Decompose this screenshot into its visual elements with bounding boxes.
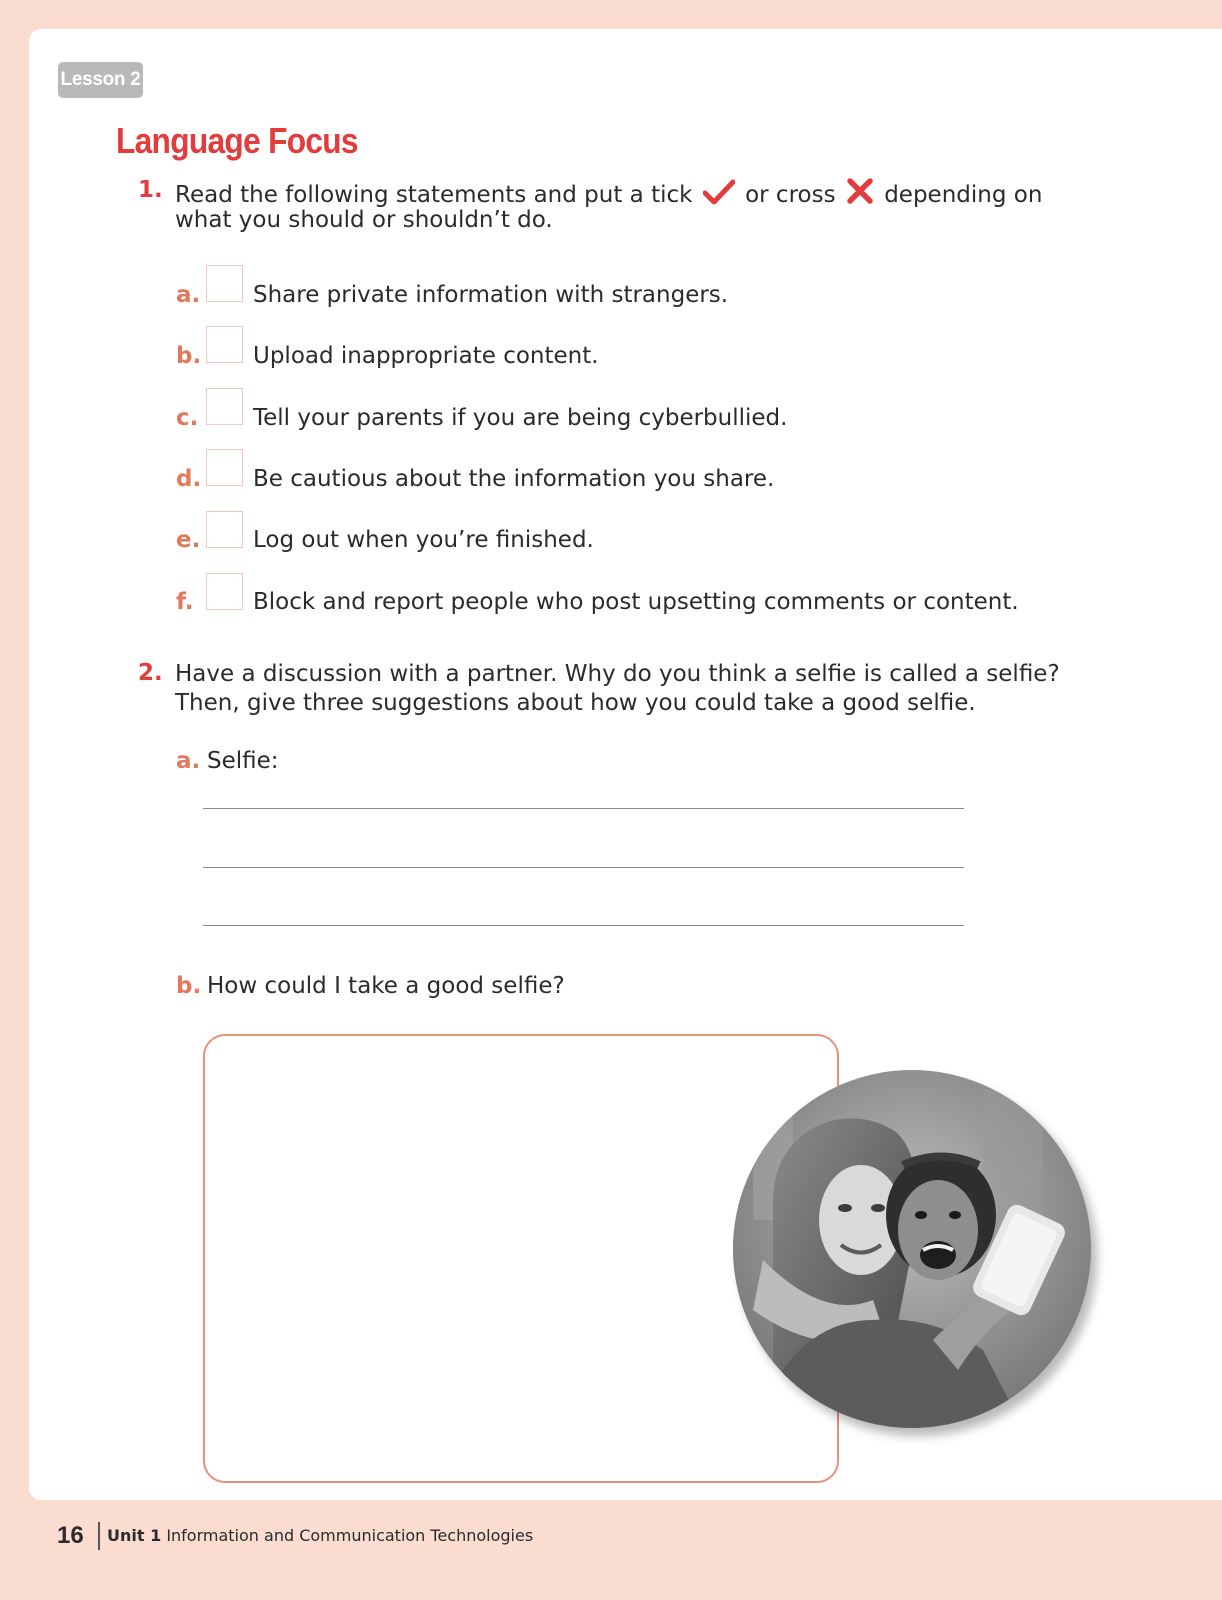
item-e-checkbox[interactable]: [206, 511, 243, 548]
answer-line-2[interactable]: [203, 867, 964, 868]
answer-line-3[interactable]: [203, 925, 964, 926]
item-d-text: Be cautious about the information you share.: [253, 466, 775, 492]
page-number: 16: [57, 1522, 84, 1549]
footer-unit-label: Unit 1: [107, 1526, 162, 1545]
item-c-text: Tell your parents if you are being cyberbullied.: [253, 405, 788, 431]
part-a-letter: a.: [176, 748, 201, 774]
x-mark-icon: [846, 177, 874, 213]
question-2-text-line1: Have a discussion with a partner. Why do you think a selfie is called a selfie?: [175, 661, 1060, 687]
answer-line-1[interactable]: [203, 808, 964, 809]
question-1-text-part2: or cross: [745, 182, 836, 208]
check-mark-icon: [703, 179, 735, 213]
question-1-number: 1.: [138, 177, 163, 203]
question-1-text-part1: Read the following statements and put a tick: [175, 182, 693, 208]
part-b-label: How could I take a good selfie?: [207, 973, 565, 999]
part-b-letter: b.: [176, 973, 202, 999]
item-b-text: Upload inappropriate content.: [253, 343, 599, 369]
section-title: Language Focus: [116, 120, 358, 161]
item-d-letter: d.: [176, 466, 202, 492]
item-f-checkbox[interactable]: [206, 573, 243, 610]
item-a-letter: a.: [176, 282, 201, 308]
question-2-text-line2: Then, give three suggestions about how you could take a good selfie.: [175, 690, 976, 716]
selfie-photo: [733, 1070, 1091, 1428]
footer-unit-title: [107, 1526, 533, 1545]
item-c-checkbox[interactable]: [206, 388, 243, 425]
item-b-checkbox[interactable]: [206, 326, 243, 363]
item-b-letter: b.: [176, 343, 202, 369]
item-c-letter: c.: [176, 405, 199, 431]
item-f-text: Block and report people who post upsetting comments or content.: [253, 589, 1019, 615]
question-1-text-line2: what you should or shouldn’t do.: [175, 207, 553, 233]
item-e-letter: e.: [176, 527, 201, 553]
item-a-text: Share private information with strangers.: [253, 282, 729, 308]
part-a-label: Selfie:: [207, 748, 279, 774]
question-2-number: 2.: [138, 660, 163, 686]
item-e-text: Log out when you’re finished.: [253, 527, 594, 553]
lesson-badge: Lesson 2: [58, 62, 143, 98]
item-d-checkbox[interactable]: [206, 449, 243, 486]
question-1-text-part3: depending on: [884, 182, 1043, 208]
footer-unit-name: Information and Communication Technologies: [166, 1526, 534, 1545]
item-f-letter: f.: [176, 589, 194, 615]
item-a-checkbox[interactable]: [206, 265, 243, 302]
footer-divider: [98, 1522, 100, 1550]
